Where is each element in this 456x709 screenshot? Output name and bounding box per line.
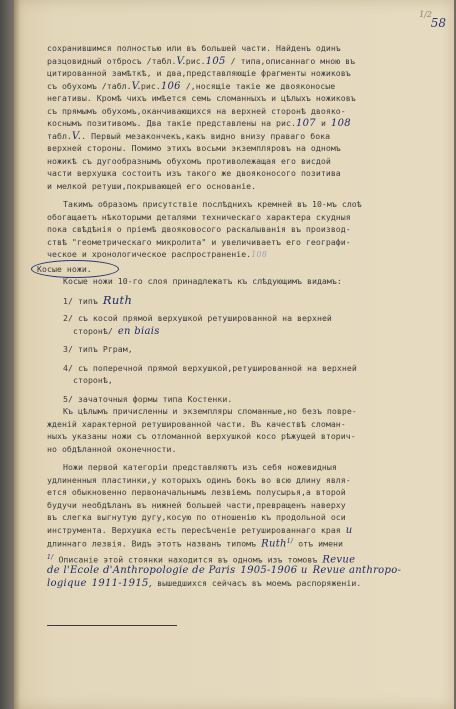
footnote-line: logique 1911-1915, вышедшихся сейчасъ въ моемъ распоряженіи. — [47, 577, 362, 589]
text-line: но обдѣланной оконечности. — [47, 443, 177, 454]
text-line: верхней стороны. Помимо этихъ восьми экземпляровъ на одномъ — [47, 143, 341, 153]
text-line: части верхушка состоитъ изъ такого же двояконосого позитива — [47, 168, 341, 178]
handwritten-figure: 108 — [330, 118, 351, 129]
text-line: ется обыкновенно первоначальнымъ лезвіемъ полусырья,а второй — [47, 487, 346, 497]
handwritten-figure: 106 — [160, 80, 181, 92]
handwritten-years: 1911-1915, — [91, 577, 153, 589]
text-line: табл.V.. Первый мезакончекъ,какъ видно внизу праваго бока — [47, 130, 331, 142]
section-heading-line — [37, 263, 452, 276]
text-line: жденій характерной ретушированной части. Въ качествѣ сломан- — [47, 418, 346, 429]
list-item: 4/ съ поперечной прямой верхушкой,ретушированной на верхней — [63, 362, 357, 373]
list-item: 2/ съ косой прямой верхушкой ретушированной на верхней — [63, 313, 332, 323]
handwritten-conjunction: и — [345, 524, 353, 536]
book-binding — [0, 0, 14, 709]
list-item: 5/ зачаточныя формы типа Костенки. — [63, 393, 233, 404]
text-line: сохранившимся полностью или въ большей части. Найденъ одинъ — [47, 43, 341, 53]
text-line: ножикѣ съ дугообразнымъ обухомъ противолежащая его висдой — [47, 155, 331, 166]
list-item: 1/ типъ Ruth — [63, 292, 133, 307]
text-line: Такимъ образомъ присутствіе послѣднихъ кремней въ 10-мъ слоѣ — [63, 199, 362, 209]
text-line: Къ цѣлымъ причисленны и экземпляры сломанные,но безъ повре- — [63, 406, 357, 416]
text-line: разцовидный отбросъ /табл.V.рис.105 / типа,описаннаго мною въ — [47, 55, 356, 67]
corner-mark: 1/2 — [419, 10, 432, 19]
text-line: длиннаго лезвія. Видъ этотъ названъ типомъ Ruth$^{1/}$ отъ имени — [47, 538, 344, 550]
list-item: 3/ типъ Pграм, — [63, 344, 133, 354]
text-line: цитированной замѣткѣ, и два,представляющіе фрагменты ножиковъ — [47, 68, 351, 78]
document-body — [37, 42, 452, 589]
footnote-rule — [47, 625, 177, 626]
text-line: удлиненныя пластинки,у которыхъ одинъ бокъ во всю длину явля- — [47, 474, 351, 485]
text-line: и мелкой ретуши,покрывающей его основаніе. — [47, 180, 257, 191]
text-line: съ прямымъ обухомъ,оканчивающихся на верхней сторонѣ двояко- — [47, 105, 346, 116]
handwritten-revue: Revue — [322, 554, 356, 566]
handwritten-ruth: Ruth — [261, 538, 287, 550]
margin-number: 108 — [251, 250, 268, 259]
text-line: негативы. Кромѣ чихъ имѣется семь сломанныхъ и цѣлыхъ ножиковъ — [47, 93, 356, 103]
footnote-mark: 1/ — [47, 553, 54, 561]
text-line: Ножи первой категоріи представляютъ изъ себя ножевидныя — [63, 462, 337, 472]
text-line: коснымъ позитивомъ. Два такіе представлены на рис.107 и 108 — [47, 118, 351, 129]
handwritten-roman: V. — [131, 80, 141, 92]
section-heading: Косые ножи. — [37, 263, 92, 276]
handwritten-journal-title: de l'Ecole d'Anthropologie de Paris — [47, 565, 236, 576]
list-item-continuation: сторонѣ/ en biais — [73, 325, 160, 337]
page-number: 58 — [430, 16, 446, 30]
handwritten-en-biais: en biais — [117, 325, 160, 337]
list-item-continuation: сторонѣ, — [73, 375, 113, 385]
hand-drawn-oval — [31, 260, 119, 278]
text-line: ныхъ указаны ножи съ отломанной верхушкой косо рѣжущей вторич- — [47, 431, 356, 441]
handwritten-years: 1905-1906 и — [240, 565, 308, 576]
text-line: пока свѣдѣнія о пріемѣ двояковосого раскалыванія въ производ- — [47, 224, 351, 234]
text-line: ческое и хронологическое распространеніе.108 — [47, 249, 268, 259]
handwritten-ruth: Ruth — [102, 292, 133, 307]
handwritten-figure: 107 — [295, 118, 316, 129]
text-line: въ слегка выгнутую дугу,косую по отношенію къ продольной оси — [47, 512, 346, 522]
footnote-line — [47, 564, 452, 577]
text-line: ствѣ "геометрическаго микролита" и увеличиваетъ его географи- — [47, 236, 351, 247]
footnote-mark: 1/ — [286, 538, 294, 545]
text-line: инструмента. Верхушка есть пересѣченіе ретушированнаго края и — [47, 524, 353, 536]
handwritten-roman: V. — [176, 55, 186, 67]
handwritten-roman: V. — [71, 130, 82, 142]
page-fold-shadow — [14, 0, 20, 709]
text-line: съ обухомъ /табл.V.рис.106 /,носящіе такіе же двояконосые — [47, 80, 336, 92]
footnote-line: $^{1/}$ Описаніе этой стоянки находится въ одномъ изъ томовъ Revue — [47, 553, 356, 566]
text-line: Косые ножи 10-го слоя принадлежатъ къ слѣдующимъ видамъ: — [63, 276, 342, 286]
handwritten-revue: Revue anthropo- — [312, 565, 402, 576]
handwritten-figure: 105 — [205, 55, 226, 67]
handwritten-revue: logique — [47, 577, 87, 589]
text-line: обогащаетъ нѣкоторыми деталями техническаго характера скудныя — [47, 211, 351, 222]
text-line: будучи необдѣланъ въ нижней большей части,превращенъ наверху — [47, 499, 346, 510]
